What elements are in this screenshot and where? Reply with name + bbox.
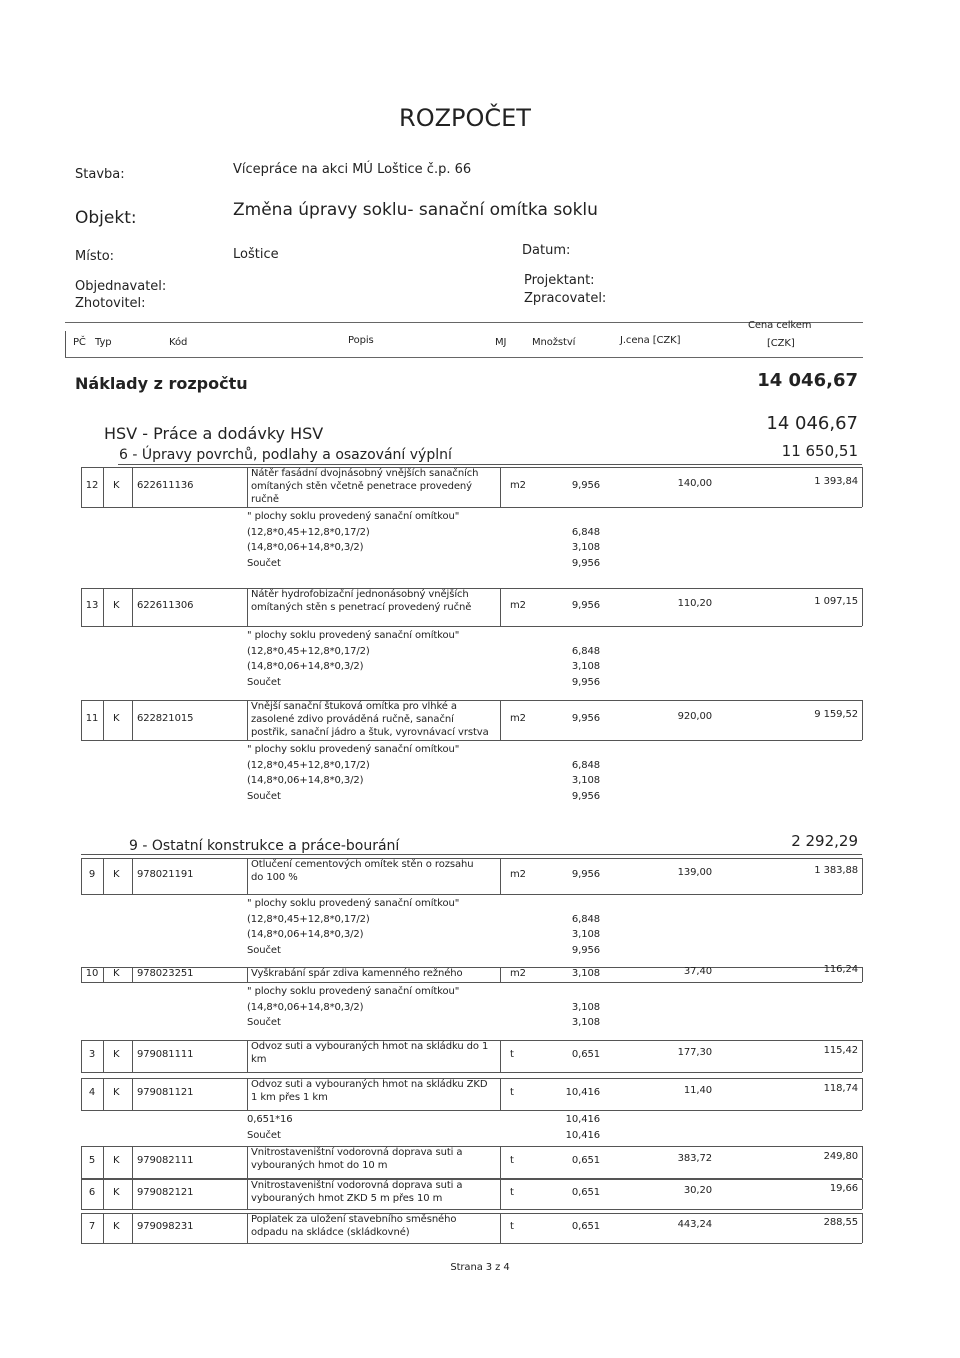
table-rule [103, 1179, 104, 1209]
item-sub-text: " plochy soklu provedený sanační omítkou" [247, 630, 460, 641]
table-rule [81, 1209, 862, 1210]
item-typ: K [113, 869, 120, 880]
item-pc: 4 [88, 1087, 96, 1098]
table-rule [862, 1179, 863, 1209]
col-kod: Kód [169, 337, 188, 348]
item-popis-line: Vnitrostaveništní vodorovná doprava suti a [251, 1180, 463, 1191]
table-rule [81, 700, 862, 701]
col-cena2: [CZK] [767, 338, 795, 349]
section-6-label: 6 - Úpravy povrchů, podlahy a osazování výplní [119, 447, 452, 463]
item-typ: K [113, 713, 120, 724]
item-kod: 979082121 [137, 1187, 194, 1198]
item-cena: 118,74 [823, 1083, 858, 1094]
item-popis-line: omítaných stěn včetně penetrace provedený [251, 481, 472, 492]
item-jcena: 383,72 [677, 1153, 712, 1164]
datum-label: Datum: [522, 243, 571, 258]
item-mj: m2 [510, 869, 526, 880]
item-typ: K [113, 967, 120, 979]
item-sub-text: Součet [247, 944, 281, 956]
item-mnozstvi: 0,651 [571, 1049, 600, 1060]
item-popis-line: Nátěr hydrofobizační jednonásobný vnějších [251, 589, 469, 600]
table-rule [500, 1213, 501, 1243]
item-kod: 979082111 [137, 1155, 194, 1166]
item-sub-value: 6,848 [571, 645, 600, 657]
zpracovatel-label: Zpracovatel: [524, 291, 607, 306]
table-rule [103, 588, 104, 626]
item-sub-text: (12,8*0,45+12,8*0,17/2) [247, 913, 370, 925]
item-sub-value: 6,848 [571, 759, 600, 771]
item-mnozstvi: 0,651 [571, 1187, 600, 1198]
item-mnozstvi: 9,956 [571, 600, 600, 611]
item-kod: 978021191 [137, 869, 194, 880]
table-rule [81, 700, 82, 740]
item-sub-text: " plochy soklu provedený sanační omítkou" [247, 898, 460, 909]
item-sub-text: (12,8*0,45+12,8*0,17/2) [247, 759, 370, 771]
item-sub-text: Součet [247, 1129, 281, 1141]
item-typ: K [113, 1155, 120, 1166]
item-popis-line: km [251, 1054, 267, 1065]
table-rule [81, 1040, 82, 1072]
table-rule [81, 1110, 862, 1111]
table-rule [81, 1146, 862, 1147]
misto-label: Místo: [75, 249, 115, 264]
table-rule [81, 1243, 862, 1244]
item-kod: 979081111 [137, 1049, 194, 1060]
item-sub-value: 3,108 [571, 542, 600, 553]
objekt-value: Změna úpravy soklu- sanační omítka soklu [233, 200, 598, 220]
table-rule [500, 1040, 501, 1072]
item-pc: 7 [88, 1221, 96, 1232]
objekt-label: Objekt: [75, 208, 137, 228]
item-typ: K [113, 1221, 120, 1232]
item-sub-text: (12,8*0,45+12,8*0,17/2) [247, 645, 370, 657]
table-rule [132, 1078, 133, 1110]
table-rule [500, 588, 501, 626]
item-jcena: 11,40 [683, 1085, 712, 1096]
projektant-label: Projektant: [524, 273, 595, 288]
item-sub-value: 10,416 [565, 1129, 600, 1141]
table-rule [500, 967, 501, 982]
item-cena: 249,80 [823, 1151, 858, 1162]
stavba-value: Vícepráce na akci MÚ Loštice č.p. 66 [233, 162, 472, 177]
item-mj: t [510, 1087, 514, 1098]
item-mj: m2 [510, 480, 526, 491]
item-kod: 978023251 [137, 967, 194, 979]
hsv-label: HSV - Práce a dodávky HSV [104, 424, 324, 443]
table-rule [132, 858, 133, 894]
table-rule [132, 1213, 133, 1243]
item-jcena: 920,00 [677, 711, 712, 722]
item-popis-line: do 100 % [251, 872, 298, 883]
objednavatel-label: Objednavatel: [75, 279, 167, 294]
item-sub-value: 6,848 [571, 913, 600, 925]
item-popis-line: Vnitrostaveništní vodorovná doprava suti a [251, 1147, 463, 1158]
item-sub-text: Součet [247, 1017, 281, 1028]
table-rule [500, 858, 501, 894]
table-rule [132, 1179, 133, 1209]
item-mj: t [510, 1049, 514, 1060]
item-typ: K [113, 1087, 120, 1098]
item-sub-value: 3,108 [571, 1001, 600, 1013]
item-sub-text: (14,8*0,06+14,8*0,3/2) [247, 775, 364, 786]
item-popis-line: postřik, sanační jádro a štuk, vyrovnávací vrstva [251, 727, 489, 738]
item-jcena: 110,20 [677, 598, 712, 609]
table-rule [103, 967, 104, 982]
table-rule [103, 858, 104, 894]
item-typ: K [113, 480, 120, 491]
item-mj: t [510, 1155, 514, 1166]
item-mnozstvi: 9,956 [571, 869, 600, 880]
item-jcena: 140,00 [677, 478, 712, 489]
page-footer: Strana 3 z 4 [450, 1262, 510, 1273]
item-mnozstvi: 9,956 [571, 480, 600, 491]
item-jcena: 177,30 [677, 1047, 712, 1058]
col-cena1: Cena celkem [748, 320, 812, 331]
item-kod: 622821015 [137, 713, 194, 724]
table-rule [81, 467, 82, 507]
item-popis-line: Nátěr fasádní dvojnásobný vnějších sanačních [251, 468, 479, 479]
item-popis-line: 1 km přes 1 km [251, 1092, 328, 1103]
table-rule [247, 700, 248, 740]
table-rule [247, 1213, 248, 1243]
item-typ: K [113, 1187, 120, 1198]
item-sub-text: (14,8*0,06+14,8*0,3/2) [247, 661, 364, 672]
table-rule [81, 1179, 82, 1209]
table-rule [862, 1146, 863, 1178]
item-sub-value: 3,108 [571, 1017, 600, 1028]
table-rule [81, 1146, 82, 1178]
section-9-label: 9 - Ostatní konstrukce a práce-bourání [129, 838, 400, 854]
table-rule [862, 858, 863, 894]
section-9-value: 2 292,29 [791, 832, 858, 850]
col-jcena: J.cena [CZK] [620, 335, 681, 346]
item-popis-line: vybouraných hmot ZKD 5 m přes 10 m [251, 1193, 443, 1204]
item-popis-line: vybouraných hmot do 10 m [251, 1160, 388, 1171]
hsv-value: 14 046,67 [766, 413, 858, 434]
item-popis-line: Otlučení cementových omítek stěn o rozsahu [251, 859, 474, 870]
item-sub-value: 9,956 [571, 676, 600, 688]
item-sub-value: 6,848 [571, 526, 600, 538]
table-rule [132, 588, 133, 626]
item-sub-value: 3,108 [571, 661, 600, 672]
table-rule [132, 700, 133, 740]
table-rule [81, 1078, 82, 1110]
item-kod: 979081121 [137, 1087, 194, 1098]
table-rule [862, 588, 863, 626]
table-rule [500, 1146, 501, 1178]
item-sub-text: Součet [247, 790, 281, 802]
item-mj: m2 [510, 967, 526, 979]
item-jcena: 443,24 [677, 1219, 712, 1230]
table-rule [81, 588, 82, 626]
table-rule [103, 1040, 104, 1072]
zhotovitel-label: Zhotovitel: [75, 296, 146, 311]
naklady-label: Náklady z rozpočtu [75, 374, 248, 393]
item-pc: 3 [88, 1049, 96, 1060]
table-rule [247, 858, 248, 894]
table-rule [81, 967, 862, 968]
item-sub-text: Součet [247, 676, 281, 688]
item-pc: 12 [85, 480, 99, 491]
table-rule [81, 1213, 862, 1214]
table-rule [103, 1213, 104, 1243]
col-popis: Popis [348, 335, 374, 346]
item-mj: t [510, 1187, 514, 1198]
item-jcena: 37,40 [683, 965, 712, 977]
item-popis-line: Odvoz suti a vybouraných hmot na skládku ZKD [251, 1079, 488, 1090]
item-popis-line: omítaných stěn s penetrací provedený ručně [251, 602, 472, 613]
table-rule [81, 507, 862, 508]
table-rule [132, 1040, 133, 1072]
table-rule [103, 700, 104, 740]
table-rule [247, 1146, 248, 1178]
table-rule [81, 588, 862, 589]
table-rule [247, 1040, 248, 1072]
item-mj: m2 [510, 713, 526, 724]
table-rule [247, 467, 248, 507]
item-cena: 1 097,15 [814, 596, 858, 607]
item-sub-text: " plochy soklu provedený sanační omítkou" [247, 511, 460, 522]
item-cena: 288,55 [823, 1217, 858, 1228]
item-sub-text: Součet [247, 557, 281, 569]
section-6-value: 11 650,51 [781, 442, 858, 460]
item-mnozstvi: 3,108 [571, 967, 600, 979]
table-rule [132, 967, 133, 982]
item-kod: 979098231 [137, 1221, 194, 1232]
item-popis-line: odpadu na skládce (skládkovné) [251, 1227, 410, 1238]
stavba-label: Stavba: [75, 167, 125, 182]
table-rule [81, 1072, 862, 1073]
table-rule [862, 467, 863, 507]
naklady-value: 14 046,67 [757, 370, 858, 391]
item-cena: 116,24 [823, 963, 858, 975]
item-sub-value: 3,108 [571, 929, 600, 940]
item-mj: t [510, 1221, 514, 1232]
table-rule [81, 858, 82, 894]
item-sub-text: (12,8*0,45+12,8*0,17/2) [247, 526, 370, 538]
item-jcena: 139,00 [677, 867, 712, 878]
table-rule [81, 1179, 862, 1180]
table-rule [247, 1078, 248, 1110]
item-popis-line: ručně [251, 494, 279, 505]
item-pc: 9 [88, 869, 96, 880]
table-rule [81, 1213, 82, 1243]
table-rule [81, 740, 862, 741]
table-rule [132, 1146, 133, 1178]
item-sub-value: 10,416 [565, 1114, 600, 1125]
item-pc: 5 [88, 1155, 96, 1166]
item-pc: 6 [88, 1187, 96, 1198]
table-rule [81, 626, 862, 627]
table-rule [862, 1213, 863, 1243]
misto-value: Loštice [233, 247, 279, 262]
item-mnozstvi: 0,651 [571, 1155, 600, 1166]
item-mnozstvi: 0,651 [571, 1221, 600, 1232]
table-rule [500, 700, 501, 740]
table-rule [81, 982, 862, 983]
col-mnozstvi: Množství [532, 337, 576, 348]
item-sub-text: (14,8*0,06+14,8*0,3/2) [247, 929, 364, 940]
item-sub-value: 3,108 [571, 775, 600, 786]
table-rule [500, 467, 501, 507]
table-rule [247, 588, 248, 626]
item-sub-value: 9,956 [571, 557, 600, 569]
item-cena: 1 393,84 [814, 476, 858, 487]
item-sub-text: " plochy soklu provedený sanační omítkou" [247, 744, 460, 755]
item-popis-line: Poplatek za uložení stavebního směsného [251, 1214, 457, 1225]
item-pc: 13 [85, 600, 99, 611]
item-sub-value: 9,956 [571, 790, 600, 802]
table-rule [862, 1078, 863, 1110]
item-kod: 622611136 [137, 480, 194, 491]
table-rule [103, 467, 104, 507]
col-typ: Typ [95, 337, 112, 348]
item-jcena: 30,20 [683, 1185, 712, 1196]
table-rule [103, 1078, 104, 1110]
item-cena: 1 383,88 [814, 865, 858, 876]
item-mnozstvi: 9,956 [571, 713, 600, 724]
item-mj: m2 [510, 600, 526, 611]
item-typ: K [113, 600, 120, 611]
col-pc: PČ [73, 337, 86, 348]
column-header [65, 322, 863, 358]
item-popis-line: zasolené zdivo prováděná ručně, sanační [251, 714, 454, 725]
item-popis-line: Vnější sanační štuková omítka pro vlhké a [251, 701, 457, 712]
item-pc: 10 [85, 967, 99, 979]
item-sub-value: 9,956 [571, 944, 600, 956]
col-mj: MJ [495, 337, 507, 348]
item-popis-line: Odvoz suti a vybouraných hmot na skládku do 1 [251, 1041, 489, 1052]
item-cena: 9 159,52 [814, 709, 858, 720]
table-rule [132, 467, 133, 507]
item-sub-text: 0,651*16 [247, 1114, 293, 1125]
table-rule [500, 1078, 501, 1110]
table-rule [103, 1146, 104, 1178]
item-sub-text: " plochy soklu provedený sanační omítkou" [247, 986, 460, 997]
table-rule [500, 1179, 501, 1209]
table-rule [862, 967, 863, 982]
item-sub-text: (14,8*0,06+14,8*0,3/2) [247, 1001, 364, 1013]
table-rule [81, 894, 862, 895]
table-rule [247, 1179, 248, 1209]
table-rule [862, 1040, 863, 1072]
item-pc: 11 [85, 713, 99, 724]
item-sub-text: (14,8*0,06+14,8*0,3/2) [247, 542, 364, 553]
table-rule [862, 700, 863, 740]
item-kod: 622611306 [137, 600, 194, 611]
item-cena: 19,66 [829, 1183, 858, 1194]
item-mnozstvi: 10,416 [565, 1087, 600, 1098]
page-title: ROZPOČET [399, 104, 531, 132]
table-rule [247, 967, 248, 982]
item-popis-line: Vyškrabání spár zdiva kamenného režného [251, 968, 463, 979]
item-typ: K [113, 1049, 120, 1060]
item-cena: 115,42 [823, 1045, 858, 1056]
table-rule [81, 967, 82, 982]
